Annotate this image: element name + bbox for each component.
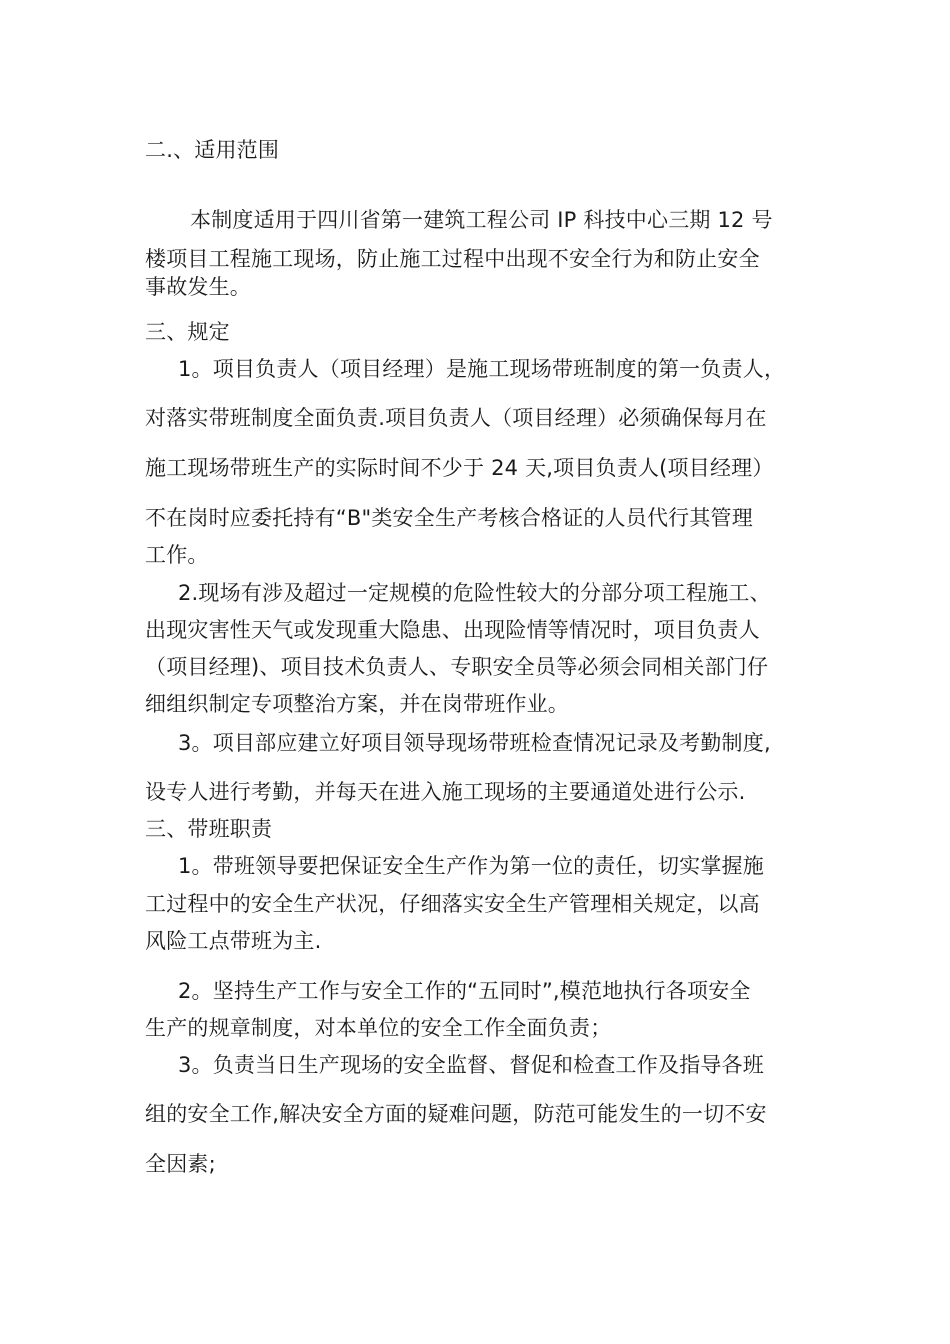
rules-item-2-line: 出现灾害性天气或发现重大隐患、出现险情等情况时，项目负责人: [145, 618, 760, 642]
rules-item-1-line: 施工现场带班生产的实际时间不少于 24 天,项目负责人(项目经理）: [145, 456, 774, 480]
section-heading-scope: 二.、适用范围: [145, 138, 280, 162]
rules-item-3-line: 设专人进行考勤，并每天在进入施工现场的主要通道处进行公示.: [145, 780, 746, 804]
rules-item-1-line: 工作。: [145, 543, 209, 567]
rules-item-1-line: 对落实带班制度全面负责.项目负责人（项目经理）必须确保每月在: [145, 406, 767, 430]
duties-item-3-line: 全因素;: [145, 1152, 216, 1176]
scope-paragraph-line: 本制度适用于四川省第一建筑工程公司 IP 科技中心三期 12 号: [190, 208, 773, 232]
duties-item-2-line: 2。坚持生产工作与安全工作的“五同时”,模范地执行各项安全: [178, 979, 751, 1003]
rules-item-2-line: 2.现场有涉及超过一定规模的危险性较大的分部分项工程施工、: [178, 581, 771, 605]
rules-item-1-line: 不在岗时应委托持有“B"类安全生产考核合格证的人员代行其管理: [145, 506, 753, 530]
rules-item-2-line: 细组织制定专项整治方案，并在岗带班作业。: [145, 692, 569, 716]
section-heading-rules: 三、规定: [145, 320, 230, 344]
scope-paragraph-line: 事故发生。: [145, 275, 251, 299]
scope-paragraph-line: 楼项目工程施工现场，防止施工过程中出现不安全行为和防止安全: [145, 247, 760, 271]
section-heading-duties: 三、带班职责: [145, 817, 273, 841]
duties-item-3-line: 组的安全工作,解决安全方面的疑难问题，防范可能发生的一切不安: [145, 1102, 767, 1126]
duties-item-1-line: 1。带班领导要把保证安全生产作为第一位的责任，切实掌握施: [178, 854, 764, 878]
duties-item-3-line: 3。负责当日生产现场的安全监督、督促和检查工作及指导各班: [178, 1053, 764, 1077]
rules-item-3-line: 3。项目部应建立好项目领导现场带班检查情况记录及考勤制度,: [178, 731, 771, 755]
duties-item-1-line: 工过程中的安全生产状况，仔细落实安全生产管理相关规定，以高: [145, 892, 760, 916]
duties-item-1-line: 风险工点带班为主.: [145, 929, 322, 953]
rules-item-2-line: （项目经理)、项目技术负责人、专职安全员等必须会同相关部门仔: [145, 655, 769, 679]
rules-item-1-line: 1。项目负责人（项目经理）是施工现场带班制度的第一负责人，: [178, 357, 786, 381]
duties-item-2-line: 生产的规章制度，对本单位的安全工作全面负责；: [145, 1016, 612, 1040]
